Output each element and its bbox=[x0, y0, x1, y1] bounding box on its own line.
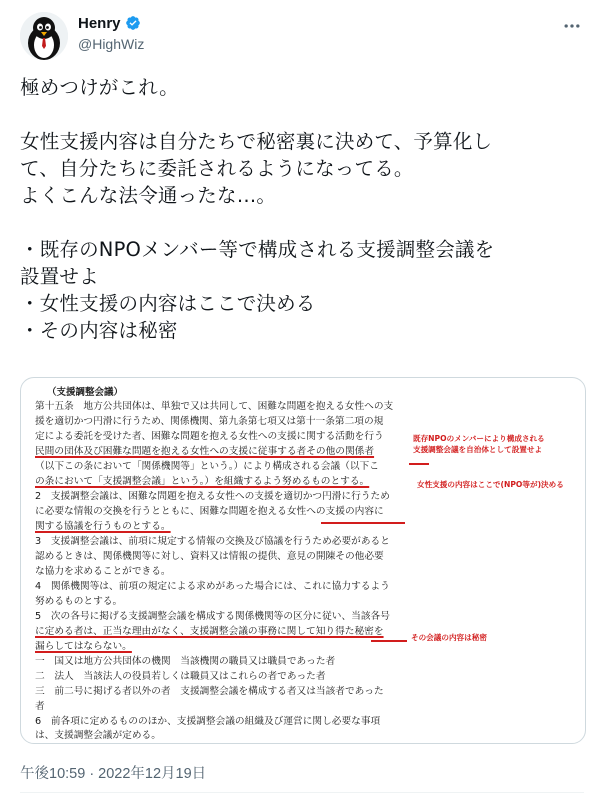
document-line: に必要な情報の交換を行うとともに、困難な問題を抱える女性への支援の内容に bbox=[35, 506, 384, 517]
tweet-line: て、自分たちに委託されるようになってる。 bbox=[20, 157, 414, 180]
document-line: 5 次の各号に掲げる支援調整会議を構成する関係機関等の区分に従い、当該各号 bbox=[35, 611, 390, 622]
annotation-text: 支援調整会議を自治体として設置せよ bbox=[413, 445, 543, 454]
tweet-text bbox=[20, 74, 586, 344]
divider bbox=[20, 792, 584, 793]
tweet-line: 設置せよ bbox=[20, 265, 99, 288]
tweet-line: ・既存のNPOメンバー等で構成される支援調整会議を bbox=[20, 238, 495, 261]
tweet-line bbox=[20, 101, 586, 128]
tweet-line: 女性支援内容は自分たちで秘密裏に決めて、予算化し bbox=[20, 130, 493, 153]
document-line: （以下この条において「関係機関等」という。）により構成される会議（以下こ bbox=[35, 461, 379, 472]
penguin-avatar-icon bbox=[20, 12, 68, 60]
document-line: な協力を求めることができる。 bbox=[35, 566, 171, 577]
document-line: 民間の団体及び困難な問題を抱える女性への支援に従事する者その他の関係者 bbox=[35, 446, 375, 457]
annotation-text: その会議の内容は秘密 bbox=[411, 633, 487, 642]
document-line: 三 前二号に掲げる者以外の者 支援調整会議を構成する者又は当該者であった bbox=[35, 686, 384, 697]
tweet-timestamp[interactable]: 午後10:59 · 2022年12月19日 bbox=[20, 766, 207, 782]
document-title: （支援調整会議） bbox=[47, 387, 124, 398]
document-line: 定による委託を受けた者、困難な問題を抱える女性への支援に関する活動を行う bbox=[35, 431, 384, 442]
user-handle[interactable]: @HighWiz bbox=[78, 36, 145, 52]
tweet-line: ・女性支援の内容はここで決める bbox=[20, 292, 316, 315]
annotation-pointer bbox=[409, 463, 429, 465]
document-line: 漏らしてはならない。 bbox=[35, 641, 132, 652]
document-line: 認めるときは、関係機関等に対し、資料又は情報の提供、意見の開陳その他必要 bbox=[35, 551, 384, 562]
document-line: 者 bbox=[35, 701, 45, 712]
document-line: 6 前各項に定めるもののほか、支援調整会議の組織及び運営に関し必要な事項 bbox=[35, 716, 381, 727]
tweet-line: よくこんな法令通ったな…。 bbox=[20, 184, 277, 207]
document-line: 4 関係機関等は、前項の規定による求めがあった場合には、これに協力するよう bbox=[35, 581, 390, 592]
document-line: 二 法人 当該法人の役員若しくは職員又はこれらの者であった者 bbox=[35, 671, 326, 682]
law-document-image bbox=[21, 378, 585, 743]
annotation-pointer bbox=[321, 522, 405, 524]
more-options-button[interactable] bbox=[560, 14, 584, 38]
attached-image[interactable] bbox=[20, 377, 586, 744]
document-line: 努めるものとする。 bbox=[35, 596, 123, 607]
annotation-text: 既存NPOのメンバーにより構成される bbox=[413, 434, 545, 443]
document-line: 援を適切かつ円滑に行うため、関係機関、第九条第七項又は第十一条第二項の規 bbox=[35, 416, 384, 427]
tweet-header bbox=[0, 0, 604, 62]
document-line: 3 支援調整会議は、前項に規定する情報の交換及び協議を行うため必要があると bbox=[35, 536, 390, 547]
tweet-line: 極めつけがこれ。 bbox=[20, 76, 179, 99]
document-line: に定める者は、正当な理由がなく、支援調整会議の事務に関して知り得た秘密を bbox=[35, 626, 384, 637]
name-row bbox=[78, 12, 141, 34]
document-line: は、支援調整会議が定める。 bbox=[35, 730, 161, 741]
annotation-text: 女性支援の内容はここで(NPO等が)決める bbox=[417, 480, 564, 489]
verified-badge-icon bbox=[125, 15, 141, 31]
tweet-line bbox=[20, 209, 586, 236]
document-line: 一 国又は地方公共団体の機関 当該機関の職員又は職員であった者 bbox=[35, 656, 336, 667]
document-line: の条において「支援調整会議」という。）を組織するよう努めるものとする。 bbox=[35, 476, 370, 487]
document-line: 第十五条 地方公共団体は、単独で又は共同して、困難な問題を抱える女性への支 bbox=[35, 401, 394, 412]
document-line: 2 支援調整会議は、困難な問題を抱える女性への支援を適切かつ円滑に行うため bbox=[35, 491, 390, 502]
more-options-icon bbox=[562, 16, 582, 36]
document-line: 関する協議を行うものとする。 bbox=[35, 521, 171, 532]
display-name[interactable]: Henry bbox=[78, 14, 121, 32]
annotation-pointer bbox=[371, 640, 407, 642]
tweet-line: ・その内容は秘密 bbox=[20, 319, 178, 342]
avatar[interactable] bbox=[20, 12, 68, 60]
